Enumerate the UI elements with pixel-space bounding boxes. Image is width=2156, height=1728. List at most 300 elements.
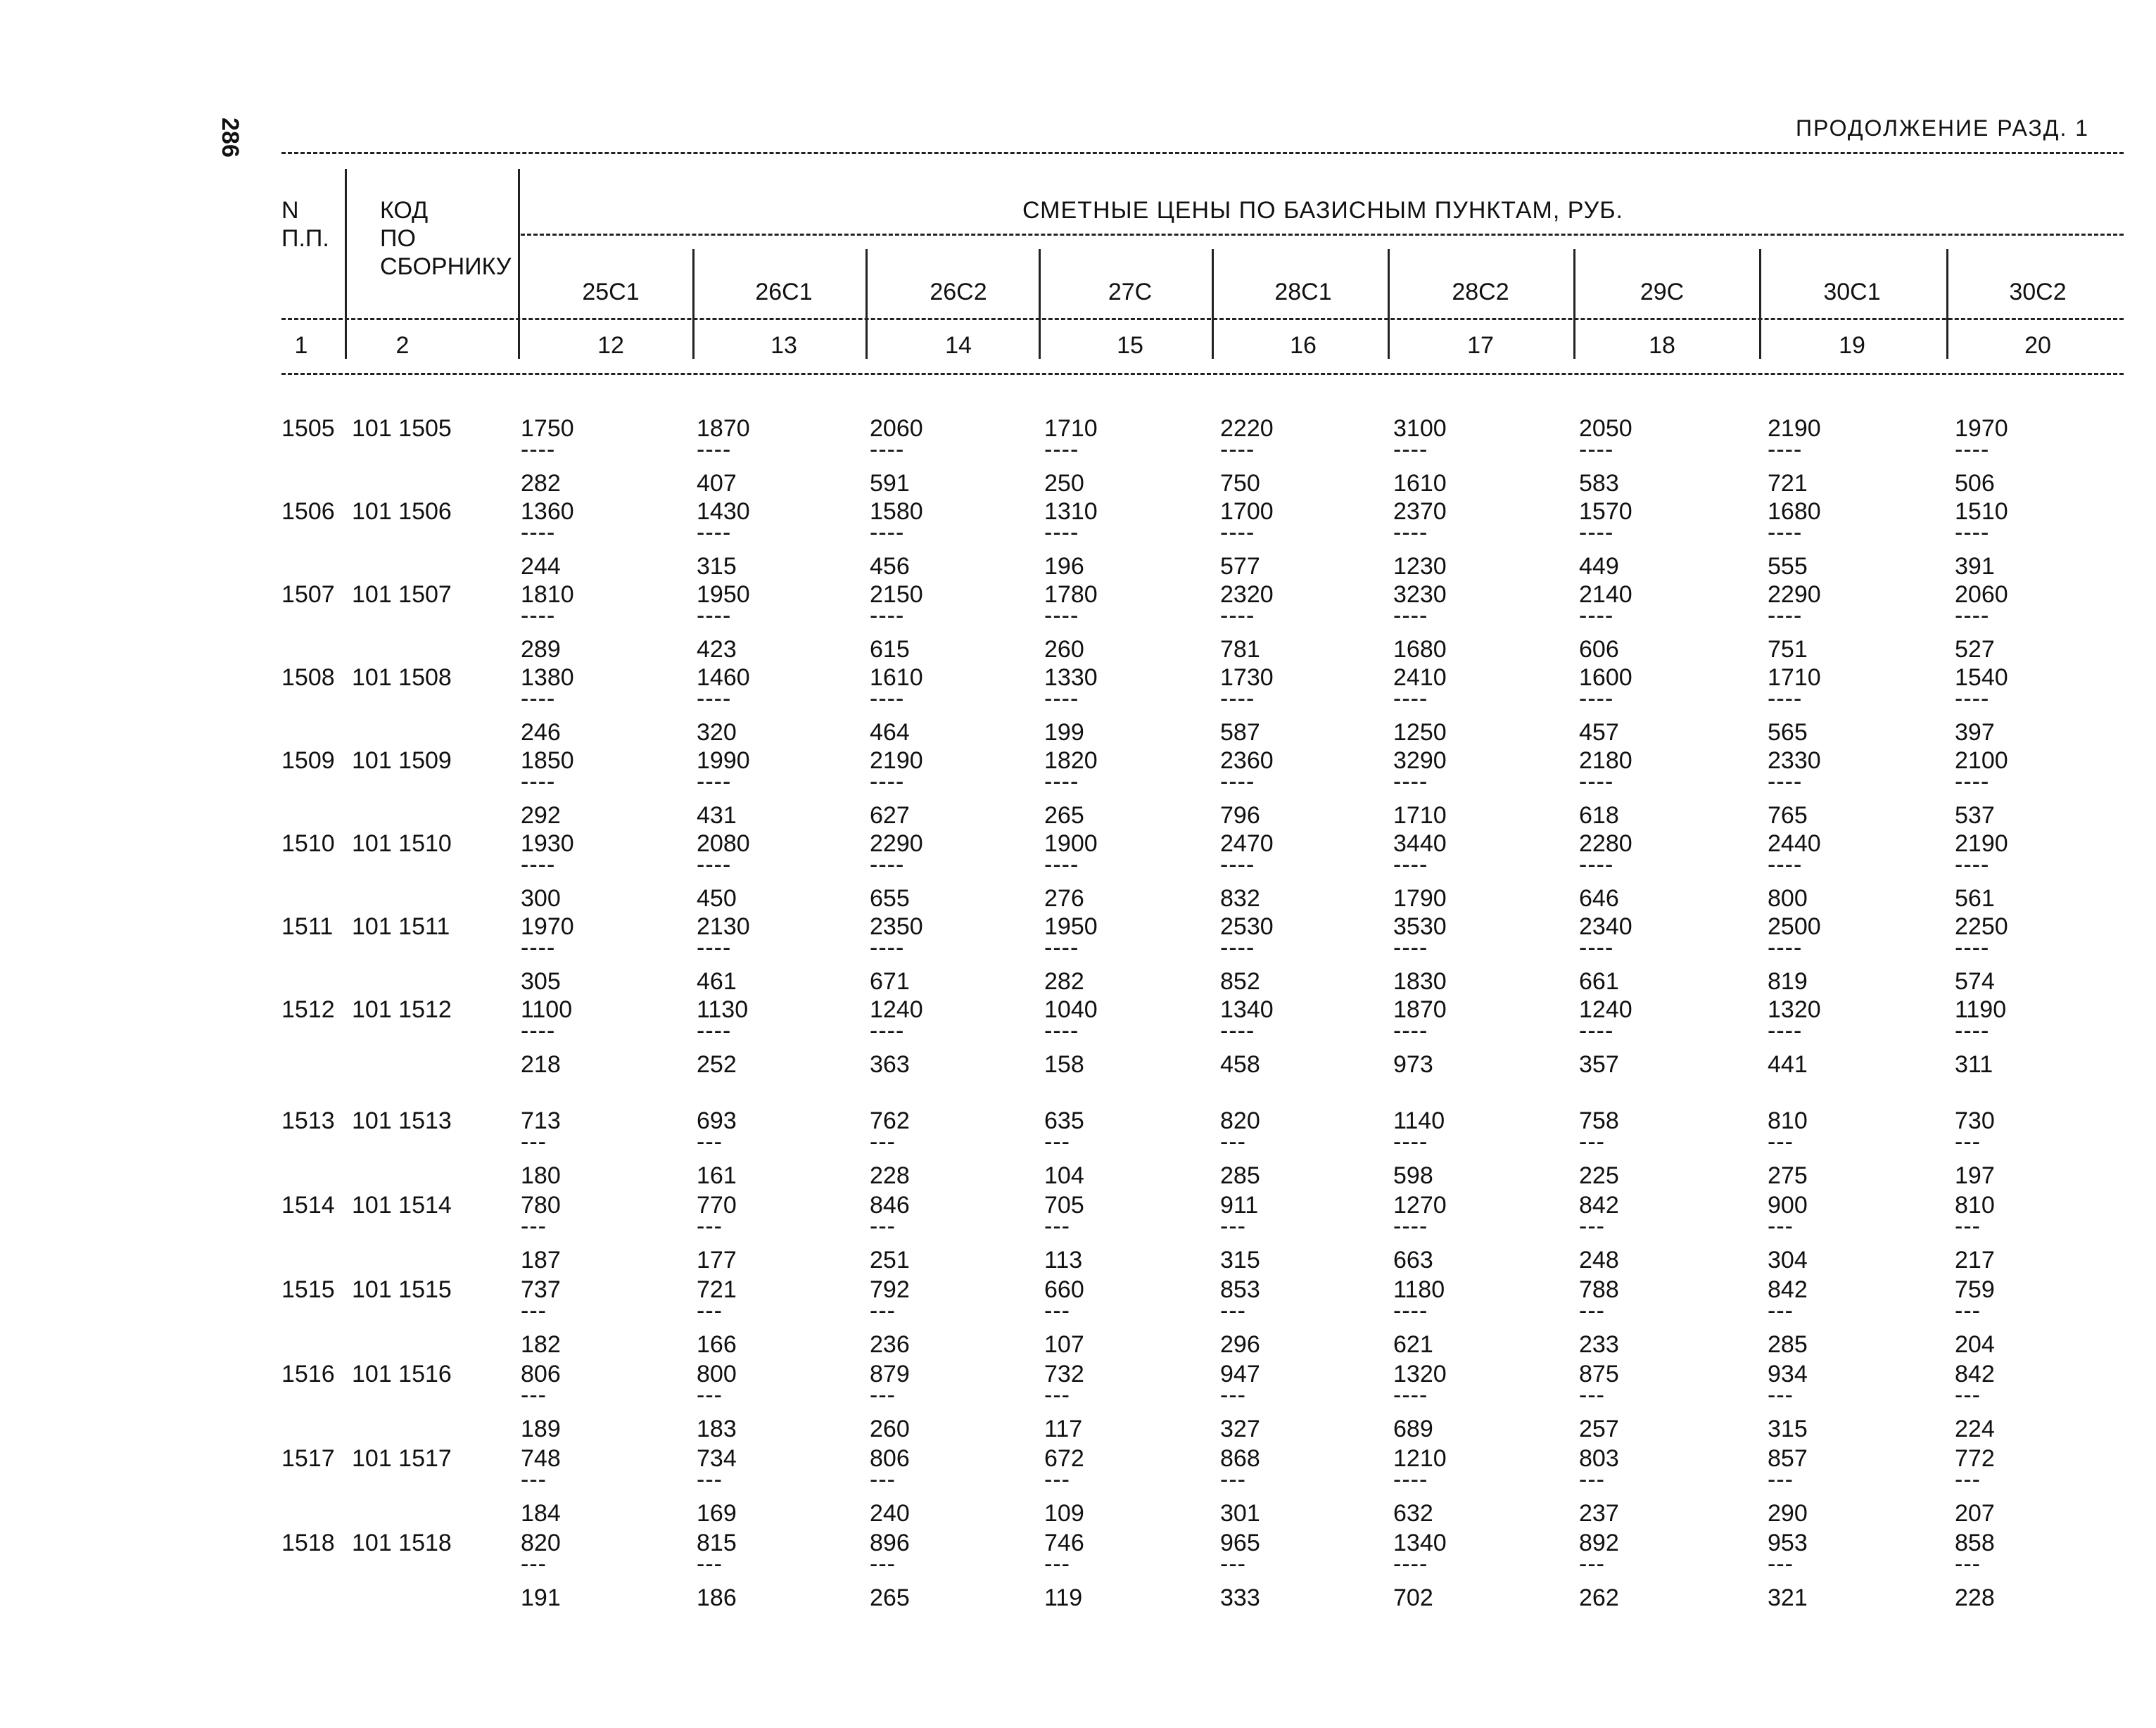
fraction-rule: ---	[1579, 1551, 1605, 1577]
price-bottom: 632	[1393, 1500, 1433, 1527]
price-top: 732	[1044, 1361, 1084, 1387]
header-col-number: 19	[1839, 332, 1865, 359]
fraction-rule: ----	[521, 519, 556, 546]
price-top: 2410	[1393, 664, 1447, 691]
price-bottom: 450	[697, 885, 737, 912]
price-bottom: 199	[1044, 719, 1084, 746]
price-top: 842	[1955, 1361, 1995, 1387]
price-top: 810	[1768, 1107, 1808, 1134]
row-code: 101 1509	[352, 747, 452, 774]
price-top: 792	[870, 1276, 910, 1303]
price-top: 1710	[1044, 415, 1098, 442]
price-top: 2500	[1768, 913, 1821, 940]
header-separator	[518, 169, 520, 359]
price-bottom: 237	[1579, 1500, 1619, 1527]
fraction-rule: ----	[1044, 436, 1079, 463]
price-bottom: 250	[1044, 470, 1084, 497]
header-col-number: 1	[294, 332, 308, 359]
price-top: 1140	[1393, 1107, 1445, 1134]
price-bottom: 506	[1955, 470, 1995, 497]
price-top: 1310	[1044, 498, 1098, 525]
row-number: 1505	[281, 415, 335, 442]
row-number: 1517	[281, 1445, 335, 1472]
price-top: 635	[1044, 1107, 1084, 1134]
price-bottom: 327	[1220, 1416, 1260, 1442]
price-top: 1810	[521, 581, 574, 608]
price-bottom: 464	[870, 719, 910, 746]
price-top: 875	[1579, 1361, 1619, 1387]
price-bottom: 555	[1768, 553, 1808, 580]
price-top: 947	[1220, 1361, 1260, 1387]
fraction-rule: ---	[1768, 1297, 1794, 1324]
price-bottom: 1610	[1393, 470, 1447, 497]
fraction-rule: ---	[870, 1129, 896, 1155]
header-col-number: 15	[1117, 332, 1143, 359]
header-col-number: 16	[1290, 332, 1317, 359]
price-top: 748	[521, 1445, 561, 1472]
header-col-number: 20	[2024, 332, 2051, 359]
price-top: 713	[521, 1107, 561, 1134]
price-bottom: 618	[1579, 802, 1619, 829]
fraction-rule: ----	[1220, 934, 1255, 961]
price-top: 1270	[1393, 1192, 1447, 1219]
price-top: 846	[870, 1192, 910, 1219]
fraction-rule: ----	[697, 602, 732, 629]
fraction-rule: ----	[1393, 1129, 1428, 1155]
header-col-number: 2	[395, 332, 410, 359]
price-bottom: 565	[1768, 719, 1808, 746]
fraction-rule: ----	[1044, 768, 1079, 795]
price-bottom: 166	[697, 1331, 737, 1358]
fraction-rule: ----	[1955, 602, 1990, 629]
price-bottom: 537	[1955, 802, 1995, 829]
fraction-rule: ---	[697, 1466, 723, 1493]
fraction-rule: ----	[1044, 685, 1079, 712]
price-bottom: 276	[1044, 885, 1084, 912]
price-top: 660	[1044, 1276, 1084, 1303]
fraction-rule: ----	[1768, 519, 1803, 546]
price-top: 1570	[1579, 498, 1632, 525]
price-bottom: 320	[697, 719, 737, 746]
price-top: 1040	[1044, 996, 1098, 1023]
price-top: 1380	[521, 664, 574, 691]
price-bottom: 248	[1579, 1247, 1619, 1273]
price-bottom: 765	[1768, 802, 1808, 829]
price-top: 1130	[697, 996, 749, 1023]
fraction-rule: ----	[697, 768, 732, 795]
fraction-rule: ----	[1579, 768, 1614, 795]
price-bottom: 246	[521, 719, 561, 746]
price-top: 737	[521, 1276, 561, 1303]
fraction-rule: ---	[870, 1466, 896, 1493]
header-separator	[865, 249, 868, 359]
price-bottom: 311	[1955, 1051, 1993, 1078]
price-top: 1990	[697, 747, 750, 774]
price-top: 1340	[1393, 1530, 1447, 1556]
fraction-rule: ----	[1768, 685, 1803, 712]
price-top: 1190	[1955, 996, 2007, 1023]
price-top: 1210	[1393, 1445, 1447, 1472]
fraction-rule: ---	[1955, 1551, 1981, 1577]
price-top: 1510	[1955, 498, 2008, 525]
price-top: 810	[1955, 1192, 1995, 1219]
price-top: 2290	[1768, 581, 1821, 608]
price-bottom: 1230	[1393, 553, 1447, 580]
price-bottom: 289	[521, 636, 561, 663]
price-top: 1320	[1393, 1361, 1447, 1387]
fraction-rule: ----	[1955, 768, 1990, 795]
fraction-rule: ----	[1044, 519, 1079, 546]
fraction-rule: ----	[1220, 436, 1255, 463]
price-top: 857	[1768, 1445, 1808, 1472]
price-top: 721	[697, 1276, 737, 1303]
fraction-rule: ---	[1220, 1297, 1246, 1324]
continuation-caption: ПРОДОЛЖЕНИЕ РАЗД. 1	[1796, 115, 2090, 141]
header-col-number: 17	[1467, 332, 1494, 359]
price-bottom: 187	[521, 1247, 561, 1273]
fraction-rule: ----	[521, 768, 556, 795]
price-bottom: 333	[1220, 1584, 1260, 1611]
fraction-rule: ----	[870, 851, 905, 878]
price-bottom: 300	[521, 885, 561, 912]
fraction-rule: ---	[1579, 1382, 1605, 1409]
price-bottom: 109	[1044, 1500, 1084, 1527]
price-bottom: 587	[1220, 719, 1260, 746]
price-bottom: 577	[1220, 553, 1260, 580]
price-top: 3100	[1393, 415, 1447, 442]
fraction-rule: ----	[1393, 1017, 1428, 1044]
fraction-rule: ----	[870, 602, 905, 629]
header-point-30С1: 30С1	[1823, 279, 1881, 305]
price-top: 2190	[1768, 415, 1821, 442]
price-top: 762	[870, 1107, 910, 1134]
price-bottom: 292	[521, 802, 561, 829]
price-top: 1870	[697, 415, 750, 442]
fraction-rule: ----	[1393, 602, 1428, 629]
price-bottom: 282	[1044, 968, 1084, 995]
fraction-rule: ----	[870, 436, 905, 463]
rule-top	[281, 152, 2124, 154]
row-code: 101 1511	[352, 913, 450, 940]
price-bottom: 119	[1044, 1584, 1083, 1611]
price-top: 806	[870, 1445, 910, 1472]
header-separator	[692, 249, 695, 359]
price-bottom: 158	[1044, 1051, 1084, 1078]
price-bottom: 391	[1955, 553, 1995, 580]
price-top: 772	[1955, 1445, 1995, 1472]
fraction-rule: ----	[697, 934, 732, 961]
price-top: 746	[1044, 1530, 1084, 1556]
fraction-rule: ---	[1579, 1213, 1605, 1240]
price-top: 1600	[1579, 664, 1632, 691]
fraction-rule: ---	[1044, 1551, 1070, 1577]
fraction-rule: ----	[521, 602, 556, 629]
price-top: 2320	[1220, 581, 1274, 608]
fraction-rule: ---	[1579, 1466, 1605, 1493]
price-bottom: 260	[1044, 636, 1084, 663]
price-bottom: 621	[1393, 1331, 1433, 1358]
price-top: 1710	[1768, 664, 1821, 691]
header-separator	[1573, 249, 1575, 359]
price-top: 2060	[1955, 581, 2008, 608]
fraction-rule: ---	[1044, 1129, 1070, 1155]
header-separator	[1388, 249, 1390, 359]
fraction-rule: ----	[870, 519, 905, 546]
price-bottom: 598	[1393, 1162, 1433, 1189]
price-top: 853	[1220, 1276, 1260, 1303]
price-bottom: 197	[1955, 1162, 1995, 1189]
price-bottom: 225	[1579, 1162, 1619, 1189]
row-code: 101 1516	[352, 1361, 452, 1387]
header-point-25С1: 25С1	[582, 279, 640, 305]
fraction-rule: ---	[697, 1213, 723, 1240]
price-bottom: 1250	[1393, 719, 1447, 746]
fraction-rule: ----	[1393, 1213, 1428, 1240]
price-top: 803	[1579, 1445, 1619, 1472]
price-top: 1610	[870, 664, 923, 691]
fraction-rule: ----	[521, 436, 556, 463]
fraction-rule: ----	[1393, 851, 1428, 878]
price-bottom: 315	[1220, 1247, 1260, 1273]
price-top: 820	[521, 1530, 561, 1556]
price-top: 734	[697, 1445, 737, 1472]
price-bottom: 217	[1955, 1247, 1995, 1273]
price-top: 1240	[1579, 996, 1632, 1023]
row-number: 1508	[281, 664, 335, 691]
price-top: 815	[697, 1530, 737, 1556]
price-top: 806	[521, 1361, 561, 1387]
fraction-rule: ---	[1220, 1382, 1246, 1409]
price-bottom: 257	[1579, 1416, 1619, 1442]
row-number: 1506	[281, 498, 335, 525]
price-top: 1930	[521, 830, 574, 857]
price-top: 800	[697, 1361, 737, 1387]
row-number: 1510	[281, 830, 335, 857]
price-bottom: 1790	[1393, 885, 1447, 912]
fraction-rule: ---	[1220, 1213, 1246, 1240]
fraction-rule: ----	[1393, 1382, 1428, 1409]
row-code: 101 1518	[352, 1530, 452, 1556]
price-bottom: 251	[870, 1247, 910, 1273]
price-bottom: 196	[1044, 553, 1084, 580]
fraction-rule: ----	[870, 1017, 905, 1044]
fraction-rule: ---	[521, 1297, 547, 1324]
fraction-rule: ---	[1768, 1382, 1794, 1409]
fraction-rule: ----	[521, 685, 556, 712]
price-bottom: 750	[1220, 470, 1260, 497]
fraction-rule: ----	[1220, 685, 1255, 712]
price-top: 934	[1768, 1361, 1808, 1387]
price-top: 788	[1579, 1276, 1619, 1303]
price-top: 2100	[1955, 747, 2008, 774]
price-bottom: 591	[870, 470, 910, 497]
fraction-rule: ----	[1768, 436, 1803, 463]
fraction-rule: ----	[1768, 1017, 1803, 1044]
row-number: 1513	[281, 1107, 335, 1134]
header-point-26С1: 26С1	[755, 279, 813, 305]
fraction-rule: ----	[1393, 768, 1428, 795]
fraction-rule: ----	[1220, 602, 1255, 629]
price-top: 672	[1044, 1445, 1084, 1472]
header-col-number: 14	[945, 332, 972, 359]
price-bottom: 357	[1579, 1051, 1619, 1078]
fraction-rule: ----	[1393, 436, 1428, 463]
fraction-rule: ----	[1393, 1297, 1428, 1324]
header-n-line: П.П.	[281, 225, 329, 252]
fraction-rule: ---	[1768, 1466, 1794, 1493]
price-bottom: 104	[1044, 1162, 1084, 1189]
price-bottom: 449	[1579, 553, 1619, 580]
fraction-rule: ----	[521, 1017, 556, 1044]
price-bottom: 265	[1044, 802, 1084, 829]
price-top: 1320	[1768, 996, 1821, 1023]
price-bottom: 290	[1768, 1500, 1808, 1527]
fraction-rule: ----	[1955, 934, 1990, 961]
price-top: 1780	[1044, 581, 1098, 608]
fraction-rule: ----	[1955, 851, 1990, 878]
price-bottom: 423	[697, 636, 737, 663]
price-bottom: 606	[1579, 636, 1619, 663]
header-prices-title: СМЕТНЫЕ ЦЕНЫ ПО БАЗИСНЫМ ПУНКТАМ, РУБ.	[1022, 197, 1623, 224]
price-top: 1430	[697, 498, 750, 525]
price-bottom: 627	[870, 802, 910, 829]
fraction-rule: ----	[1955, 1017, 1990, 1044]
fraction-rule: ----	[1768, 934, 1803, 961]
price-bottom: 218	[521, 1051, 561, 1078]
price-bottom: 189	[521, 1416, 561, 1442]
price-top: 2080	[697, 830, 750, 857]
fraction-rule: ---	[1955, 1297, 1981, 1324]
price-top: 2190	[870, 747, 923, 774]
price-bottom: 397	[1955, 719, 1995, 746]
row-code: 101 1507	[352, 581, 452, 608]
price-bottom: 407	[697, 470, 737, 497]
price-top: 770	[697, 1192, 737, 1219]
price-bottom: 161	[697, 1162, 737, 1189]
price-top: 2290	[870, 830, 923, 857]
header-n-line: N	[281, 197, 299, 224]
price-bottom: 265	[870, 1584, 910, 1611]
header-point-28С1: 28С1	[1274, 279, 1332, 305]
header-separator	[1759, 249, 1761, 359]
price-top: 892	[1579, 1530, 1619, 1556]
price-bottom: 751	[1768, 636, 1808, 663]
fraction-rule: ----	[1044, 851, 1079, 878]
header-separator	[345, 169, 347, 359]
price-bottom: 182	[521, 1331, 561, 1358]
price-bottom: 441	[1768, 1051, 1808, 1078]
row-code: 101 1510	[352, 830, 452, 857]
fraction-rule: ---	[1955, 1213, 1981, 1240]
price-bottom: 458	[1220, 1051, 1260, 1078]
fraction-rule: ----	[1955, 519, 1990, 546]
price-top: 1340	[1220, 996, 1274, 1023]
header-code-line: ПО	[380, 225, 416, 252]
fraction-rule: ---	[1579, 1129, 1605, 1155]
header-code-line: КОД	[380, 197, 429, 224]
fraction-rule: ---	[1220, 1466, 1246, 1493]
price-bottom: 832	[1220, 885, 1260, 912]
row-number: 1516	[281, 1361, 335, 1387]
header-code-line: СБОРНИКУ	[380, 253, 512, 280]
price-bottom: 184	[521, 1500, 561, 1527]
fraction-rule: ----	[1044, 934, 1079, 961]
price-top: 2370	[1393, 498, 1447, 525]
price-bottom: 240	[870, 1500, 910, 1527]
fraction-rule: ---	[697, 1382, 723, 1409]
price-top: 2060	[870, 415, 923, 442]
fraction-rule: ---	[697, 1297, 723, 1324]
price-bottom: 191	[521, 1584, 561, 1611]
price-top: 2140	[1579, 581, 1632, 608]
price-bottom: 973	[1393, 1051, 1433, 1078]
price-bottom: 689	[1393, 1416, 1433, 1442]
price-top: 1730	[1220, 664, 1274, 691]
price-top: 1950	[697, 581, 750, 608]
header-separator	[1946, 249, 1948, 359]
price-bottom: 1680	[1393, 636, 1447, 663]
row-code: 101 1512	[352, 996, 452, 1023]
row-code: 101 1515	[352, 1276, 452, 1303]
row-code: 101 1514	[352, 1192, 452, 1219]
price-top: 3530	[1393, 913, 1447, 940]
price-top: 2180	[1579, 747, 1632, 774]
fraction-rule: ----	[1768, 851, 1803, 878]
fraction-rule: ----	[1579, 685, 1614, 712]
price-bottom: 1710	[1393, 802, 1447, 829]
fraction-rule: ----	[1393, 685, 1428, 712]
fraction-rule: ---	[1768, 1213, 1794, 1240]
fraction-rule: ---	[521, 1382, 547, 1409]
fraction-rule: ----	[697, 685, 732, 712]
price-top: 2050	[1579, 415, 1632, 442]
price-top: 900	[1768, 1192, 1808, 1219]
price-bottom: 781	[1220, 636, 1260, 663]
header-point-27С: 27С	[1108, 279, 1153, 305]
price-bottom: 113	[1044, 1247, 1083, 1273]
fraction-rule: ---	[697, 1551, 723, 1577]
price-top: 2130	[697, 913, 750, 940]
fraction-rule: ----	[1044, 602, 1079, 629]
price-bottom: 461	[697, 968, 737, 995]
price-bottom: 852	[1220, 968, 1260, 995]
price-bottom: 663	[1393, 1247, 1433, 1273]
price-bottom: 282	[521, 470, 561, 497]
price-bottom: 207	[1955, 1500, 1995, 1527]
price-bottom: 301	[1220, 1500, 1260, 1527]
fraction-rule: ---	[1955, 1129, 1981, 1155]
price-bottom: 275	[1768, 1162, 1808, 1189]
price-top: 1240	[870, 996, 923, 1023]
row-number: 1512	[281, 996, 335, 1023]
fraction-rule: ---	[1768, 1551, 1794, 1577]
price-bottom: 315	[697, 553, 737, 580]
fraction-rule: ---	[1044, 1466, 1070, 1493]
price-top: 965	[1220, 1530, 1260, 1556]
fraction-rule: ----	[697, 851, 732, 878]
price-top: 2350	[870, 913, 923, 940]
price-top: 1460	[697, 664, 750, 691]
price-bottom: 800	[1768, 885, 1808, 912]
price-bottom: 305	[521, 968, 561, 995]
price-top: 1750	[521, 415, 574, 442]
row-code: 101 1517	[352, 1445, 452, 1472]
fraction-rule: ----	[1579, 436, 1614, 463]
price-bottom: 224	[1955, 1416, 1995, 1442]
fraction-rule: ----	[1579, 1017, 1614, 1044]
price-top: 1330	[1044, 664, 1098, 691]
fraction-rule: ---	[1955, 1466, 1981, 1493]
